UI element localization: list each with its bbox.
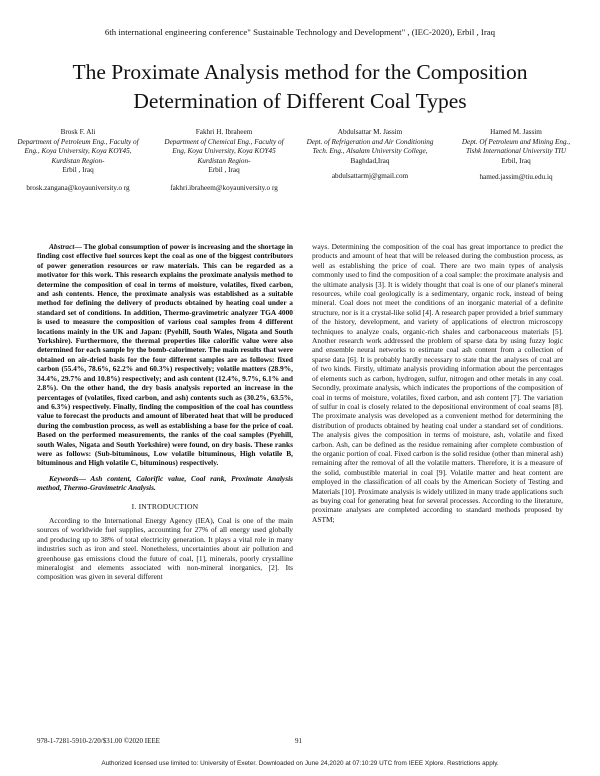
author-email: fakhri.ibraheem@koyauniversity.o rg	[170, 183, 278, 192]
author-2	[162, 128, 286, 194]
abstract-text: — The global consumption of power is increasing and the shortage in finding cost effective fuel sources kept the coal as one of the biggest contributors of power generation resources or raw materials. This can be regarded as a motivator for this work. This research explains the proximate analysis method to determine the composition of coal in terms of moisture, volatiles, fixed carbon, and ash contents. Hence, the proximate analysis was established as a suitable method for defining the delivery of products obtained by heating coal under a standard set of conditions. In addition, Thermo-gravimetric analyzer TGA 4000 is used to measure the composition of various coal samples from 4 different locations mainly in the UK and Japan: (Pyehill, South Wales, Nigata and South Yorkshire). Furthermore, the thermal properties like calorific value were also determined for each sample by the bomb-calorimeter. The main results that were obtained on air-dried basis for the four different samples are as follows: fixed carbon (55.4%, 78.6%, 62.2% and 60.3%) respectively; volatile matters (28.9%, 34.4%, 29.7% and 10.8%) respectively; and ash content (12.4%, 9.7%, 6.1% and 2.8%). On the other hand, the dry basis analysis reported an increase in the percentages of (volatiles, fixed carbon, and ash) contents such as (30.2%, 63.5%, and 6.3%) respectively. Finally, finding the composition of the coal has countless value to forecast the products and amount of liberated heat that will be produced during the combustion process, as well as establishing a base for the price of coal. Based on the performed measurements, the ranks of the coal samples (Pyehill, south Wales, Nigata and South Yorkshire) were found, on dry basis. These ranks were as follows: (Sub-bituminous, Low volatile bituminous, High volatile B, bituminous and High volatile C, bituminous) respectively.	[37, 242, 293, 468]
intro-paragraph: According to the International Energy Agency (IEA), Coal is one of the main sources of worldwide fuel supplies, accounting for 27% of all energy used globally and producing up to 38% of total electricity generation. It plays a vital role in many industries such as iron and steel. Nonetheless, uncertainties about air pollution and greenhouse gas emissions cloud the future of coal, [1], minerals, poorly crystalline mineralogist and elements associated with non-mineral inorganics, [2]. Its composition was given in several different	[37, 515, 293, 582]
isbn-copyright: 978-1-7281-5910-2/20/$31.00 ©2020 IEEE	[37, 737, 160, 745]
page-number: 91	[295, 737, 302, 745]
title-line-1: The Proximate Analysis method for the Composition	[72, 60, 528, 84]
page-footer	[37, 737, 563, 745]
author-affiliation: Department of Petroleum Eng., Faculty of Eng., Koya University, Koya KOY45, Kurdistan Region-	[17, 137, 139, 165]
author-city: Erbil , Iraq	[208, 166, 240, 175]
keywords-text: — Ash content, Calorific value, Coal rank, Proximate Analysis method, Thermo-Gravimetric Analysis.	[37, 473, 293, 493]
keywords	[37, 474, 293, 493]
author-affiliation: Department of Chemical Eng., Faculty of Eng, Koya University, Koya KOY45 Kurdistan Region-	[164, 137, 284, 165]
author-name: Brosk F. Ali	[60, 128, 96, 136]
author-name: Abdulsattar M. Jassim	[337, 128, 403, 136]
body-paragraph: ways. Determining the composition of the coal has great importance to predict the products and amount of heat that will be released during the combustion process, as well as establishing the price of coal. There are two main types of analysis commonly used to find the composition of a coal sample: the proximate analysis and the ultimate analysis [3]. It is widely thought that coal is one of our planet's mineral resources, while coal geologically is a sedimentary, organic rock, instead of being mineral. Coal does not meet the conditions of an inorganic material of a definite structure, nor is it a crystal-like solid [4]. A research paper provided a brief summary of the history, development, and variety of applications of electron microscopy techniques to analyze coals, organic-rich shales and carbonaceous materials [5]. Another research work addressed the problem of sparse data by using fuzzy logic and ensemble neural networks to estimate coal ash content from a collection of sparse data [6]. It is probably hardly necessary to state that the analyses of coal are of two kinds. Firstly, ultimate analysis providing information about the percentages of elements such as carbon, hydrogen, sulfur, nitrogen and other metals in any coal. Secondly, proximate analysis, which indicates the proportions of the composition of coal in terms of moisture, volatiles, fixed carbon, and ash content [7]. The variation of sulfur in coal is closely related to the depositional environment of coal seams [8]. The proximate analysis was developed as a convenient method for determining the distribution of products obtained by heating coal under a standard set of conditions. The analysis gives the composition in terms of moisture, ash, volatile and fixed carbon. Ash, can be defined as the residue remaining after complete combustion of the organic portion of coal. Fixed carbon is the solid residue (other than mineral ash) remaining after the removal of all the volatile matters. Therefore, it is a measure of the solid, combustible material in coal [9]. Volatile matter and heat content are employed in the classification of all coals by the American Society of Testing and Materials [10]. Proximate analysis is widely utilized in many trade applications such as buying coal for generating heat for several processes. According to the literature, proximate analyses are completed according to standard methods proposed by ASTM;	[312, 242, 563, 524]
author-3	[304, 128, 436, 182]
author-name: Hamed M. Jassim	[490, 128, 542, 136]
author-city: Erbil, Iraq	[501, 156, 531, 165]
author-email: brosk.zangana@koyauniversity.o rg	[26, 183, 130, 192]
author-1	[14, 128, 142, 194]
author-affiliation: Dept. of Refrigeration and Air Conditioning Tech. Eng., Alsalam University College,	[306, 137, 434, 156]
right-column	[312, 242, 563, 524]
title-line-2: Determination of Different Coal Types	[133, 89, 467, 113]
paper-title	[40, 58, 560, 116]
left-column	[37, 242, 293, 582]
license-notice: Authorized licensed use limited to: University of Exeter. Downloaded on June 24,2020 at 07:10:29 UTC from IEEE Xplore. Restrictions apply.	[101, 760, 499, 767]
author-4	[454, 128, 578, 183]
conference-header: 6th international engineering conference" Sustainable Technology and Development" , (IEC-2020), Erbil , Iraq	[104, 27, 496, 37]
author-city: Erbil , Iraq	[62, 166, 94, 175]
section-heading-introduction: I. INTRODUCTION	[131, 501, 199, 511]
author-city: Baghdad,Iraq	[350, 156, 390, 165]
author-email: hamed.jassim@tiu.edu.iq	[479, 173, 553, 182]
keywords-label: Keywords	[49, 473, 79, 483]
author-name: Fakhri H. Ibraheem	[195, 128, 253, 136]
abstract-label: Abstract	[49, 242, 75, 251]
author-email: abdulsattarmj@gmail.com	[331, 172, 409, 181]
author-affiliation: Dept. Of Petroleum and Mining Eng., Tishk International University TIU	[461, 137, 571, 156]
abstract	[37, 242, 293, 468]
